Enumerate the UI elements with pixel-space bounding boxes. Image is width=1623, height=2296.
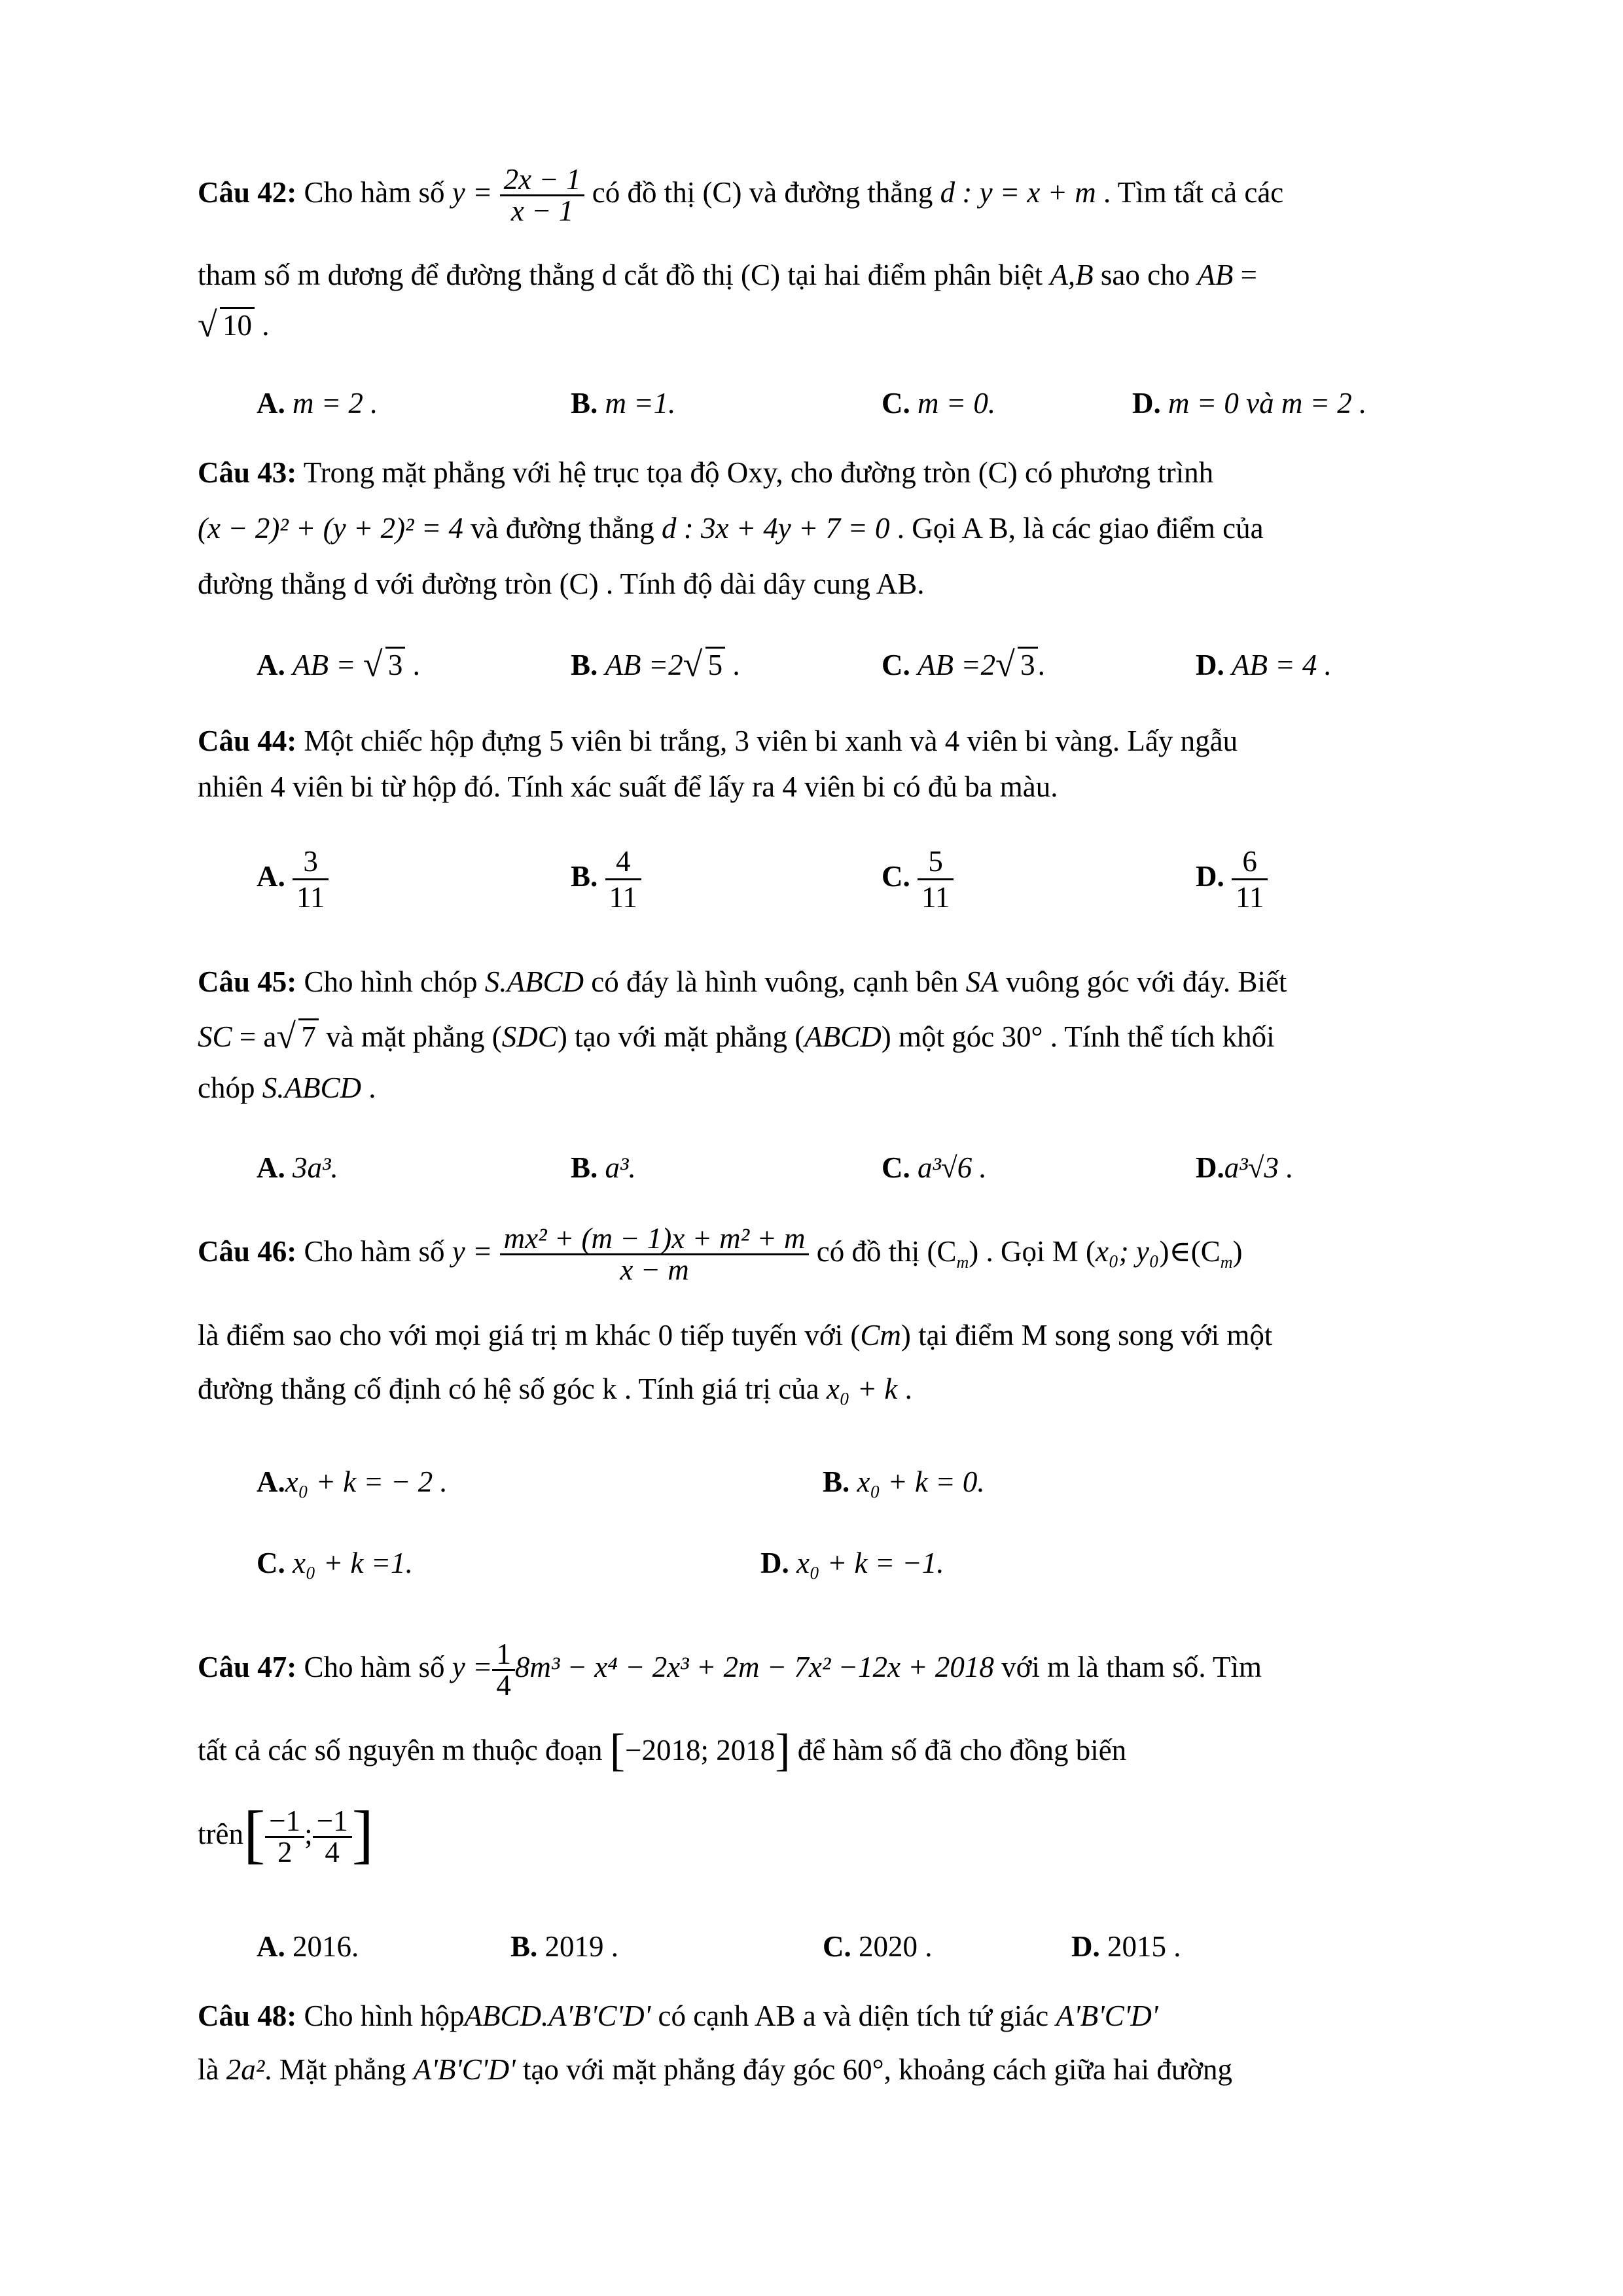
option-value: x₀ + k = − 2 . bbox=[285, 1465, 448, 1498]
q48-text-4: . Mặt phẳng bbox=[264, 2053, 406, 2086]
q45-line-1 bbox=[198, 967, 1287, 997]
option-label: C. bbox=[823, 1930, 851, 1963]
q45-sa: SA bbox=[965, 965, 999, 998]
q45-radicand: 7 bbox=[298, 1018, 319, 1053]
q43-line-3 bbox=[198, 569, 925, 599]
q48-line-1 bbox=[198, 2001, 1158, 2031]
q46-text-4: )∈(C bbox=[1159, 1234, 1221, 1268]
right-bracket-icon: ] bbox=[775, 1725, 791, 1776]
option-label: A. bbox=[257, 1465, 285, 1498]
q47-line-1 bbox=[198, 1640, 1262, 1700]
q42-numerator: 2x − 1 bbox=[503, 163, 581, 196]
option-label: D. bbox=[1196, 859, 1224, 893]
q42-line-1 bbox=[198, 165, 1283, 226]
q46-option-d[interactable] bbox=[760, 1546, 944, 1580]
q47-line-2 bbox=[198, 1725, 1127, 1776]
q46-numerator: mx² + (m − 1)x + m² + m bbox=[503, 1222, 806, 1255]
q45-line-3 bbox=[198, 1073, 376, 1103]
option-label: B. bbox=[571, 859, 598, 893]
q47-fraction bbox=[492, 1640, 515, 1700]
q45-sabcd: S.ABCD bbox=[484, 965, 584, 998]
option-label: B. bbox=[823, 1465, 850, 1498]
q47-a-num: −1 bbox=[269, 1804, 301, 1837]
q46-text-7: ) tại điểm M song song với một bbox=[901, 1319, 1273, 1352]
q42-y: y = bbox=[452, 175, 493, 209]
q42-text-1: Cho hàm số bbox=[304, 175, 445, 209]
q46-cm: Cm bbox=[860, 1319, 901, 1352]
q46-x0k: x₀ + k bbox=[826, 1372, 898, 1405]
q42-text-5: sao cho bbox=[1100, 259, 1190, 291]
q48-text-3: là bbox=[198, 2053, 219, 2086]
option-label: A. bbox=[257, 649, 285, 681]
q48-area: 2a² bbox=[226, 2053, 265, 2086]
q46-fraction bbox=[500, 1224, 810, 1285]
option-numerator: 6 bbox=[1242, 845, 1257, 878]
q48-text-5: tạo với mặt phẳng đáy góc 60°, khoảng cách giữa hai đường bbox=[522, 2053, 1233, 2086]
q43-text-2: và đường thẳng bbox=[471, 512, 654, 545]
q42-option-b[interactable] bbox=[571, 386, 675, 420]
q42-text-3: . Tìm tất cả các bbox=[1103, 175, 1284, 209]
q46-text-1: Cho hàm số bbox=[304, 1234, 445, 1268]
q45-abcd: ABCD bbox=[804, 1020, 882, 1053]
option-suffix: . bbox=[1037, 649, 1045, 681]
q47-b-den: 4 bbox=[313, 1836, 352, 1867]
option-value: a³. bbox=[605, 1151, 636, 1184]
q46-text-9: . bbox=[904, 1372, 912, 1405]
q45-label: Câu 45: bbox=[198, 965, 297, 998]
q45-text-4: = a bbox=[239, 1020, 277, 1053]
q44-text-1: Một chiếc hộp đựng 5 viên bi trắng, 3 viên bi xanh và 4 viên bi vàng. Lấy ngẫu bbox=[304, 725, 1238, 757]
q42-label: Câu 42: bbox=[198, 175, 297, 209]
q42-line-2 bbox=[198, 260, 1257, 290]
option-label: D. bbox=[1196, 1151, 1224, 1184]
option-denominator: 11 bbox=[918, 878, 954, 914]
q47-option-a[interactable] bbox=[257, 1929, 359, 1964]
q47-text-3: tất cả các số nguyên m thuộc đoạn bbox=[198, 1734, 603, 1767]
q42-sqrt: √ 10 bbox=[198, 311, 255, 340]
q42-fraction bbox=[500, 165, 585, 226]
q42-ab: A,B bbox=[1050, 259, 1094, 291]
q43-text-4: đường thẳng d với đường tròn (C) . Tính độ dài dây cung AB. bbox=[198, 567, 925, 600]
q44-option-d[interactable] bbox=[1196, 844, 1268, 914]
option-label: B. bbox=[571, 387, 598, 420]
option-label: C. bbox=[257, 1547, 285, 1579]
q47-a-den: 2 bbox=[265, 1836, 304, 1867]
q46-xy0: x₀; y₀ bbox=[1095, 1234, 1160, 1268]
q45-text-9: . bbox=[368, 1071, 376, 1104]
option-label: D. bbox=[760, 1547, 789, 1579]
q46-text-2: có đồ thị (C bbox=[816, 1234, 957, 1268]
option-value: m =1. bbox=[605, 387, 676, 420]
option-denominator: 11 bbox=[293, 878, 329, 914]
q47-option-d[interactable] bbox=[1071, 1929, 1181, 1964]
q46-m-sub-1: m bbox=[956, 1252, 969, 1272]
q42-option-d[interactable] bbox=[1132, 386, 1366, 420]
q46-m-sub-2: m bbox=[1220, 1252, 1233, 1272]
option-label: B. bbox=[571, 649, 598, 681]
option-label: B. bbox=[571, 1151, 598, 1184]
option-value: 2015 . bbox=[1107, 1930, 1181, 1963]
q43-label: Câu 43: bbox=[198, 456, 297, 489]
q45-sqrt: √ 7 bbox=[276, 1022, 319, 1052]
q43-equation: (x − 2)² + (y + 2)² = 4 bbox=[198, 512, 463, 545]
q48-quad: A'B'C'D' bbox=[1056, 2000, 1158, 2032]
option-value: 3a³. bbox=[293, 1151, 338, 1184]
option-value: AB = 4 . bbox=[1232, 649, 1332, 681]
q48-line-2 bbox=[198, 2055, 1232, 2085]
q45-text-3: vuông góc với đáy. Biết bbox=[1005, 965, 1287, 998]
q47-frac-den: 4 bbox=[492, 1669, 515, 1700]
option-label: A. bbox=[257, 1151, 285, 1184]
option-prefix: AB =2 bbox=[605, 649, 683, 681]
q46-text-5: ) bbox=[1232, 1234, 1243, 1268]
q42-text-4: tham số m dương để đường thẳng d cắt đồ thị (C) tại hai điểm phân biệt bbox=[198, 259, 1043, 291]
option-value: 2019 . bbox=[544, 1930, 619, 1963]
q43-line-1 bbox=[198, 458, 1213, 488]
q47-text-1: Cho hàm số bbox=[304, 1650, 445, 1683]
q46-text-3: ) . Gọi M ( bbox=[969, 1234, 1096, 1268]
option-label: B. bbox=[510, 1930, 538, 1963]
q45-text-5: và mặt phẳng ( bbox=[326, 1020, 502, 1053]
q45-sabcd-2: S.ABCD bbox=[262, 1071, 361, 1104]
q47-text-4: để hàm số đã cho đồng biến bbox=[797, 1734, 1127, 1767]
option-value: x₀ + k =1. bbox=[293, 1547, 413, 1579]
q47-label: Câu 47: bbox=[198, 1650, 297, 1683]
q45-sc: SC bbox=[198, 1020, 232, 1053]
option-label: A. bbox=[257, 859, 285, 893]
right-bracket-icon: ] bbox=[351, 1797, 374, 1870]
q42-line-d: d : y = x + m bbox=[940, 175, 1096, 209]
option-numerator: 4 bbox=[615, 845, 631, 878]
option-label: D. bbox=[1071, 1930, 1100, 1963]
q43-text-1: Trong mặt phẳng với hệ trục tọa độ Oxy, cho đường tròn (C) có phương trình bbox=[303, 456, 1214, 489]
option-suffix: . bbox=[725, 649, 740, 681]
q45-line-2 bbox=[198, 1016, 1275, 1056]
q48-plane: A'B'C'D' bbox=[413, 2053, 516, 2086]
q47-option-c[interactable] bbox=[823, 1929, 933, 1964]
option-numerator: 5 bbox=[928, 845, 943, 878]
q46-line-3 bbox=[198, 1374, 912, 1404]
option-radicand: 5 bbox=[705, 647, 726, 681]
q45-text-6: ) tạo với mặt phẳng ( bbox=[557, 1020, 805, 1053]
option-label: C. bbox=[882, 1151, 910, 1184]
left-bracket-icon: [ bbox=[243, 1797, 266, 1870]
q46-line-2 bbox=[198, 1321, 1272, 1350]
q48-label: Câu 48: bbox=[198, 2000, 297, 2032]
q47-b-num: −1 bbox=[316, 1804, 348, 1837]
option-value: a³√6 . bbox=[918, 1151, 987, 1184]
option-value: a³√3 . bbox=[1224, 1151, 1294, 1184]
q45-option-b[interactable] bbox=[571, 1151, 636, 1185]
q45-option-a[interactable] bbox=[257, 1151, 338, 1185]
option-prefix: AB = bbox=[293, 649, 356, 681]
q43-option-b[interactable]: B. AB =2 √ 5 . bbox=[571, 645, 740, 684]
q47-text-5: trên bbox=[198, 1817, 243, 1850]
q47-expression: 8m³ − x⁴ − 2x³ + 2m − 7x² −12x + 2018 bbox=[514, 1650, 994, 1683]
q44-text-2: nhiên 4 viên bi từ hộp đó. Tính xác suất để lấy ra 4 viên bi có đủ ba màu. bbox=[198, 770, 1058, 803]
q47-text-2: với m là tham số. Tìm bbox=[1001, 1650, 1262, 1683]
q44-option-a[interactable] bbox=[257, 844, 329, 914]
option-value: m = 0. bbox=[918, 387, 996, 420]
q46-option-c[interactable] bbox=[257, 1546, 413, 1580]
option-radicand: 3 bbox=[385, 647, 406, 681]
left-bracket-icon: [ bbox=[609, 1725, 626, 1776]
q47-frac-num: 1 bbox=[496, 1638, 511, 1670]
option-label: C. bbox=[882, 649, 910, 681]
option-value: m = 0 và m = 2 . bbox=[1168, 387, 1367, 420]
q42-sqrt-value: 10 bbox=[220, 307, 255, 342]
q45-option-c[interactable] bbox=[882, 1151, 987, 1185]
option-denominator: 11 bbox=[1232, 878, 1268, 914]
option-label: C. bbox=[882, 387, 910, 420]
q46-denominator: x − m bbox=[500, 1253, 810, 1285]
q45-text-1: Cho hình chóp bbox=[304, 965, 478, 998]
q47-interval: −2018; 2018 bbox=[625, 1734, 776, 1767]
option-numerator: 3 bbox=[303, 845, 318, 878]
q42-option-a[interactable] bbox=[257, 386, 378, 420]
option-label: A. bbox=[257, 1930, 285, 1963]
option-suffix: . bbox=[405, 649, 420, 681]
option-label: D. bbox=[1196, 649, 1224, 681]
q43-option-d[interactable] bbox=[1196, 648, 1332, 682]
q47-line-3 bbox=[198, 1797, 374, 1870]
q45-text-2: có đáy là hình vuông, cạnh bên bbox=[591, 965, 959, 998]
q42-denominator: x − 1 bbox=[500, 194, 585, 226]
q48-text-2: có cạnh AB a và diện tích tứ giác bbox=[658, 2000, 1049, 2032]
q46-option-b[interactable] bbox=[823, 1465, 985, 1499]
q46-line-1 bbox=[198, 1224, 1243, 1285]
q48-text-1: Cho hình hộp bbox=[304, 2000, 465, 2032]
semicolon-icon: ; bbox=[304, 1817, 313, 1850]
option-value: 2020 . bbox=[859, 1930, 933, 1963]
option-label: D. bbox=[1132, 387, 1161, 420]
q45-option-d[interactable] bbox=[1196, 1151, 1293, 1185]
q45-text-7: ) một góc 30° . Tính thể tích khối bbox=[881, 1020, 1275, 1053]
q42-line-3 bbox=[198, 305, 270, 344]
q43-line-d: d : 3x + 4y + 7 = 0 bbox=[661, 512, 890, 545]
q43-text-3: . Gọi A B, là các giao điểm của bbox=[897, 512, 1264, 545]
q43-option-a[interactable]: A. AB = √ 3 . bbox=[257, 645, 420, 684]
q42-text-7: . bbox=[262, 309, 270, 342]
q47-y: y = bbox=[452, 1650, 493, 1683]
q46-text-6: là điểm sao cho với mọi giá trị m khác 0 tiếp tuyến với ( bbox=[198, 1319, 861, 1352]
option-value: x₀ + k = 0. bbox=[857, 1465, 985, 1498]
q44-line-1 bbox=[198, 726, 1238, 756]
q42-text-2: có đồ thị (C) và đường thẳng bbox=[592, 175, 933, 209]
q46-label: Câu 46: bbox=[198, 1234, 297, 1268]
q45-text-8: chóp bbox=[198, 1071, 255, 1104]
q44-line-2 bbox=[198, 772, 1058, 802]
q42-option-c[interactable] bbox=[882, 386, 995, 420]
q47-option-b[interactable] bbox=[510, 1929, 618, 1964]
option-denominator: 11 bbox=[605, 878, 641, 914]
q46-text-8: đường thẳng cố định có hệ số góc k . Tính giá trị của bbox=[198, 1372, 819, 1405]
option-radicand: 3 bbox=[1018, 647, 1038, 681]
option-value: m = 2 . bbox=[293, 387, 378, 420]
q44-option-b[interactable] bbox=[571, 844, 641, 914]
q43-line-2 bbox=[198, 514, 1264, 543]
option-value: x₀ + k = −1. bbox=[796, 1547, 944, 1579]
q42-text-6: = bbox=[1240, 259, 1257, 291]
q45-sdc: SDC bbox=[501, 1020, 558, 1053]
q43-option-c[interactable]: C. AB =2 √ 3. bbox=[882, 645, 1045, 684]
q48-box: ABCD.A'B'C'D' bbox=[464, 2000, 651, 2032]
option-label: C. bbox=[882, 859, 910, 893]
option-label: A. bbox=[257, 387, 285, 420]
q42-ab-2: AB bbox=[1197, 259, 1234, 291]
q44-label: Câu 44: bbox=[198, 725, 297, 757]
q46-option-a[interactable] bbox=[257, 1465, 448, 1499]
option-value: 2016. bbox=[293, 1930, 359, 1963]
q46-y: y = bbox=[452, 1234, 493, 1268]
q44-option-c[interactable] bbox=[882, 844, 954, 914]
option-prefix: AB =2 bbox=[918, 649, 996, 681]
